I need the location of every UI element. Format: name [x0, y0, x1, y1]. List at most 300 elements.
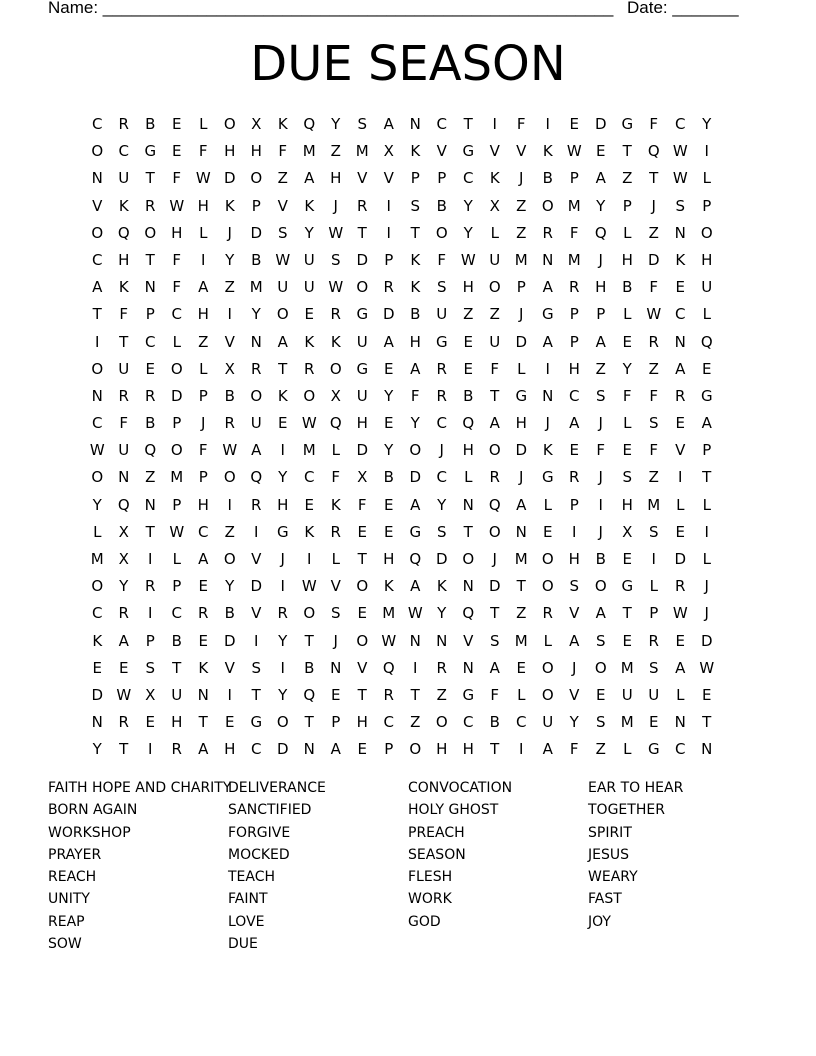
grid-letter: H	[568, 550, 580, 568]
grid-letter: A	[595, 604, 606, 623]
grid-letter: R	[330, 522, 341, 541]
name-field-label[interactable]: Name: ______________________________________________________	[48, 0, 614, 17]
grid-letter: W	[699, 658, 715, 677]
grid-letter: O	[541, 658, 554, 677]
grid-letter: I	[95, 332, 100, 351]
grid-letter: I	[148, 604, 153, 623]
grid-letter: Y	[410, 414, 420, 433]
grid-letter: O	[170, 441, 183, 460]
grid-letter: D	[700, 631, 713, 650]
grid-letter: X	[622, 522, 633, 541]
grid-letter: V	[436, 142, 447, 161]
grid-letter: E	[145, 713, 155, 732]
grid-letter: R	[569, 278, 580, 297]
grid-letter: R	[675, 577, 686, 596]
grid-letter: Q	[382, 658, 395, 677]
grid-letter: U	[277, 278, 289, 297]
grid-letter: I	[651, 550, 656, 568]
grid-letter: I	[227, 685, 232, 704]
grid-letter: H	[224, 740, 236, 759]
grid-letter: U	[250, 414, 262, 433]
grid-letter: N	[250, 332, 262, 351]
grid-letter: U	[356, 386, 368, 405]
grid-letter: X	[383, 142, 394, 161]
grid-letter: E	[357, 740, 367, 759]
grid-letter: V	[569, 604, 580, 623]
word-bank-item: TEACH	[228, 869, 276, 886]
grid-letter: R	[118, 115, 129, 133]
grid-letter: P	[172, 495, 182, 514]
grid-letter: E	[596, 142, 606, 161]
grid-letter: L	[490, 223, 499, 242]
grid-letter: G	[356, 359, 369, 378]
grid-letter: T	[92, 305, 102, 324]
grid-letter: H	[171, 223, 183, 242]
grid-letter: S	[648, 658, 659, 677]
grid-letter: M	[647, 495, 661, 514]
grid-letter: R	[542, 223, 553, 242]
grid-letter: T	[490, 740, 500, 759]
grid-letter: O	[91, 223, 104, 242]
grid-letter: W	[672, 169, 688, 188]
grid-letter: F	[410, 386, 420, 405]
word-bank-item: JESUS	[588, 846, 629, 863]
grid-letter: B	[463, 386, 474, 405]
grid-letter: K	[277, 115, 288, 133]
grid-letter: A	[701, 414, 712, 433]
grid-letter: Z	[410, 713, 421, 732]
grid-letter: R	[224, 414, 235, 433]
grid-letter: N	[462, 495, 474, 514]
grid-letter: V	[251, 604, 262, 623]
grid-letter: O	[541, 577, 554, 596]
grid-letter: O	[303, 604, 316, 623]
grid-letter: R	[436, 386, 447, 405]
grid-letter: R	[118, 386, 129, 405]
grid-letter: D	[594, 115, 607, 133]
grid-letter: J	[519, 169, 524, 188]
grid-letter: I	[572, 522, 577, 541]
grid-letter: E	[569, 441, 579, 460]
grid-letter: E	[649, 713, 659, 732]
grid-letter: T	[119, 740, 129, 759]
grid-letter: O	[435, 713, 448, 732]
grid-letter: J	[598, 250, 603, 269]
grid-letter: L	[331, 550, 340, 568]
grid-letter: U	[118, 441, 130, 460]
grid-letter: E	[384, 359, 394, 378]
grid-letter: C	[92, 414, 103, 433]
grid-letter: X	[251, 115, 262, 133]
grid-letter: A	[489, 414, 500, 433]
word-bank-item: PRAYER	[48, 846, 102, 863]
grid-letter: G	[541, 468, 554, 487]
grid-letter: D	[91, 685, 104, 704]
grid-letter: X	[145, 685, 156, 704]
grid-letter: K	[118, 278, 129, 297]
word-bank-column	[588, 777, 768, 955]
grid-letter: E	[198, 577, 208, 596]
grid-letter: L	[199, 223, 208, 242]
word-bank-item: SEASON	[408, 846, 466, 863]
grid-letter: F	[437, 250, 447, 269]
grid-letter: C	[463, 713, 474, 732]
grid-letter: C	[675, 740, 686, 759]
grid-letter: J	[492, 550, 497, 568]
grid-letter: I	[386, 223, 391, 242]
grid-letter: V	[516, 142, 527, 161]
grid-letter: G	[621, 115, 634, 133]
grid-letter: L	[199, 359, 208, 378]
grid-letter: Q	[117, 223, 130, 242]
grid-letter: V	[224, 658, 235, 677]
grid-letter: U	[118, 169, 130, 188]
grid-letter: J	[201, 414, 206, 433]
grid-letter: U	[648, 685, 660, 704]
grid-letter: J	[598, 522, 603, 541]
grid-letter: T	[278, 359, 288, 378]
grid-letter: Q	[117, 495, 130, 514]
grid-letter: N	[674, 713, 686, 732]
grid-letter: S	[648, 414, 659, 433]
grid-letter: B	[171, 631, 182, 650]
grid-letter: I	[704, 522, 709, 541]
grid-letter: Z	[463, 305, 474, 324]
grid-letter: J	[545, 414, 550, 433]
grid-letter: S	[277, 223, 288, 242]
grid-letter: J	[439, 441, 444, 460]
grid-letter: R	[277, 604, 288, 623]
grid-letter: E	[569, 115, 579, 133]
grid-letter: K	[436, 577, 447, 596]
grid-letter: U	[118, 359, 130, 378]
grid-letter: Z	[436, 685, 447, 704]
grid-letter: R	[542, 604, 553, 623]
grid-letter: U	[303, 250, 315, 269]
grid-letter: K	[383, 577, 394, 596]
grid-letter: K	[410, 278, 421, 297]
grid-letter: F	[622, 386, 632, 405]
grid-letter: T	[304, 631, 314, 650]
grid-letter: R	[569, 468, 580, 487]
grid-letter: S	[330, 604, 341, 623]
grid-letter: T	[304, 713, 314, 732]
grid-letter: O	[250, 386, 263, 405]
grid-letter: U	[356, 332, 368, 351]
grid-letter: B	[436, 196, 447, 215]
grid-letter: P	[569, 495, 579, 514]
grid-letter: F	[198, 441, 208, 460]
grid-letter: M	[90, 550, 104, 568]
grid-letter: Z	[198, 332, 209, 351]
word-bank-item: BORN AGAIN	[48, 802, 138, 819]
grid-letter: K	[410, 142, 421, 161]
grid-letter: B	[410, 305, 421, 324]
grid-letter: F	[516, 115, 526, 133]
grid-letter: E	[675, 522, 685, 541]
word-bank	[48, 777, 768, 955]
grid-letter: I	[307, 550, 312, 568]
grid-letter: F	[172, 169, 182, 188]
grid-letter: C	[304, 468, 315, 487]
grid-letter: Z	[648, 223, 659, 242]
grid-letter: O	[462, 550, 475, 568]
grid-letter: A	[304, 169, 315, 188]
grid-letter: R	[436, 359, 447, 378]
grid-letter: J	[572, 658, 577, 677]
grid-letter: R	[383, 685, 394, 704]
grid-letter: O	[356, 278, 369, 297]
grid-letter: O	[250, 169, 263, 188]
grid-letter: Q	[488, 495, 501, 514]
grid-letter: Q	[462, 604, 475, 623]
grid-letter: F	[569, 740, 579, 759]
grid-letter: Y	[278, 468, 288, 487]
grid-letter: Q	[144, 441, 157, 460]
grid-letter: O	[409, 441, 422, 460]
grid-letter: W	[222, 441, 238, 460]
grid-letter: C	[251, 740, 262, 759]
grid-letter: D	[515, 441, 528, 460]
grid-letter: E	[384, 414, 394, 433]
grid-letter: T	[172, 658, 182, 677]
grid-letter: L	[623, 740, 632, 759]
grid-letter: I	[598, 495, 603, 514]
grid-letter: S	[489, 631, 500, 650]
grid-letter: M	[514, 550, 528, 568]
grid-letter: P	[622, 196, 632, 215]
word-bank-column	[408, 777, 588, 955]
grid-letter: B	[145, 115, 156, 133]
grid-letter: K	[542, 142, 553, 161]
grid-letter: L	[702, 550, 711, 568]
grid-letter: R	[118, 604, 129, 623]
grid-letter: M	[249, 278, 263, 297]
grid-letter: N	[542, 250, 554, 269]
grid-letter: N	[409, 631, 421, 650]
grid-letter: H	[197, 495, 209, 514]
grid-letter: P	[251, 196, 261, 215]
grid-letter: B	[224, 386, 235, 405]
grid-letter: C	[463, 169, 474, 188]
grid-letter: Z	[595, 740, 606, 759]
grid-letter: O	[541, 685, 554, 704]
word-bank-item: DELIVERANCE	[228, 780, 326, 796]
grid-letter: E	[516, 658, 526, 677]
grid-letter: A	[198, 550, 209, 568]
grid-letter: T	[463, 522, 473, 541]
grid-letter: S	[145, 658, 156, 677]
word-bank-item: FAST	[588, 891, 622, 908]
grid-letter: M	[302, 142, 316, 161]
grid-letter: W	[301, 414, 317, 433]
grid-letter: S	[410, 196, 421, 215]
grid-letter: Y	[437, 495, 447, 514]
grid-letter: E	[384, 495, 394, 514]
grid-letter: H	[277, 495, 289, 514]
grid-letter: V	[569, 685, 580, 704]
grid-letter: Q	[409, 550, 422, 568]
grid-letter: E	[92, 658, 102, 677]
grid-letter: O	[223, 468, 236, 487]
grid-letter: E	[304, 305, 314, 324]
grid-letter: C	[92, 250, 103, 269]
grid-letter: O	[435, 223, 448, 242]
grid-letter: N	[91, 713, 103, 732]
grid-letter: N	[462, 577, 474, 596]
grid-letter: A	[198, 740, 209, 759]
grid-letter: G	[647, 740, 660, 759]
grid-letter: R	[304, 359, 315, 378]
grid-letter: J	[651, 196, 656, 215]
grid-letter: D	[488, 577, 501, 596]
grid-letter: A	[675, 359, 686, 378]
grid-letter: P	[331, 713, 341, 732]
grid-letter: R	[648, 631, 659, 650]
grid-letter: K	[92, 631, 103, 650]
grid-letter: P	[596, 305, 606, 324]
word-bank-item: REACH	[48, 869, 97, 886]
grid-letter: H	[356, 713, 368, 732]
grid-letter: S	[436, 278, 447, 297]
date-field-label[interactable]: Date: _______	[627, 0, 739, 17]
grid-letter: C	[569, 386, 580, 405]
grid-letter: O	[488, 522, 501, 541]
grid-letter: Z	[330, 142, 341, 161]
grid-letter: I	[413, 658, 418, 677]
grid-letter: Z	[516, 223, 527, 242]
grid-letter: B	[224, 604, 235, 623]
grid-letter: O	[541, 196, 554, 215]
grid-letter: K	[410, 250, 421, 269]
grid-letter: L	[676, 685, 685, 704]
grid-letter: K	[330, 495, 341, 514]
grid-letter: W	[407, 604, 423, 623]
grid-letter: E	[119, 658, 129, 677]
grid-letter: T	[145, 169, 155, 188]
grid-letter: Y	[622, 359, 632, 378]
grid-letter: J	[333, 631, 338, 650]
grid-letter: O	[223, 115, 236, 133]
grid-letter: P	[198, 468, 208, 487]
grid-letter: G	[144, 142, 157, 161]
grid-letter: I	[227, 305, 232, 324]
word-bank-item: SANCTIFIED	[228, 802, 312, 819]
word-bank-item: CONVOCATION	[408, 780, 513, 796]
grid-letter: K	[304, 522, 315, 541]
grid-letter: L	[702, 169, 711, 188]
grid-letter: P	[198, 386, 208, 405]
grid-letter: X	[118, 550, 129, 568]
grid-letter: R	[357, 196, 368, 215]
grid-letter: E	[384, 522, 394, 541]
grid-letter: A	[542, 278, 553, 297]
grid-letter: G	[250, 713, 263, 732]
grid-letter: Z	[224, 278, 235, 297]
grid-letter: M	[302, 441, 316, 460]
grid-letter: I	[201, 250, 206, 269]
grid-letter: A	[542, 332, 553, 351]
grid-letter: E	[331, 685, 341, 704]
grid-letter: C	[383, 713, 394, 732]
grid-letter: O	[276, 305, 289, 324]
grid-letter: C	[92, 604, 103, 623]
grid-letter: E	[622, 441, 632, 460]
grid-letter: J	[280, 550, 285, 568]
grid-letter: D	[250, 223, 263, 242]
grid-letter: B	[145, 414, 156, 433]
grid-letter: X	[118, 522, 129, 541]
grid-letter: W	[328, 278, 344, 297]
grid-letter: O	[700, 223, 713, 242]
grid-letter: L	[623, 305, 632, 324]
grid-letter: F	[331, 468, 341, 487]
grid-letter: D	[250, 577, 263, 596]
grid-letter: P	[569, 305, 579, 324]
grid-letter: E	[543, 522, 553, 541]
grid-letter: D	[223, 169, 236, 188]
grid-letter: A	[383, 115, 394, 133]
grid-letter: T	[145, 250, 155, 269]
grid-letter: V	[383, 169, 394, 188]
grid-letter: I	[148, 550, 153, 568]
grid-letter: P	[702, 441, 712, 460]
grid-letter: I	[545, 115, 550, 133]
grid-letter: I	[227, 495, 232, 514]
word-bank-item: DUE	[228, 936, 258, 953]
grid-letter: G	[409, 522, 422, 541]
grid-letter: U	[436, 305, 448, 324]
grid-letter: I	[545, 359, 550, 378]
grid-letter: M	[514, 631, 528, 650]
grid-letter: C	[436, 468, 447, 487]
grid-letter: E	[357, 522, 367, 541]
grid-letter: E	[225, 713, 235, 732]
grid-letter: A	[198, 278, 209, 297]
word-bank-item: JOY	[588, 913, 611, 930]
grid-letter: P	[702, 196, 712, 215]
grid-letter: N	[515, 522, 527, 541]
grid-letter: C	[171, 305, 182, 324]
word-bank-column	[48, 777, 232, 955]
grid-letter: E	[172, 142, 182, 161]
grid-letter: Y	[304, 223, 314, 242]
grid-letter: P	[172, 414, 182, 433]
grid-letter: O	[91, 142, 104, 161]
grid-letter: B	[595, 550, 606, 568]
grid-letter: R	[648, 332, 659, 351]
word-bank-item: HOLY GHOST	[408, 802, 499, 819]
grid-letter: W	[672, 142, 688, 161]
grid-letter: E	[702, 359, 712, 378]
grid-letter: M	[567, 196, 581, 215]
grid-letter: T	[702, 713, 712, 732]
grid-letter: Q	[700, 332, 713, 351]
grid-letter: Z	[595, 359, 606, 378]
grid-letter: F	[649, 386, 659, 405]
grid-letter: G	[621, 577, 634, 596]
grid-letter: F	[649, 278, 659, 297]
grid-letter: O	[488, 278, 501, 297]
grid-letter: G	[462, 685, 475, 704]
grid-letter: D	[223, 631, 236, 650]
word-bank-item: WORKSHOP	[48, 824, 131, 841]
grid-letter: W	[169, 522, 185, 541]
grid-letter: C	[436, 115, 447, 133]
grid-letter: L	[331, 441, 340, 460]
grid-letter: Y	[225, 577, 235, 596]
grid-letter: H	[330, 169, 342, 188]
